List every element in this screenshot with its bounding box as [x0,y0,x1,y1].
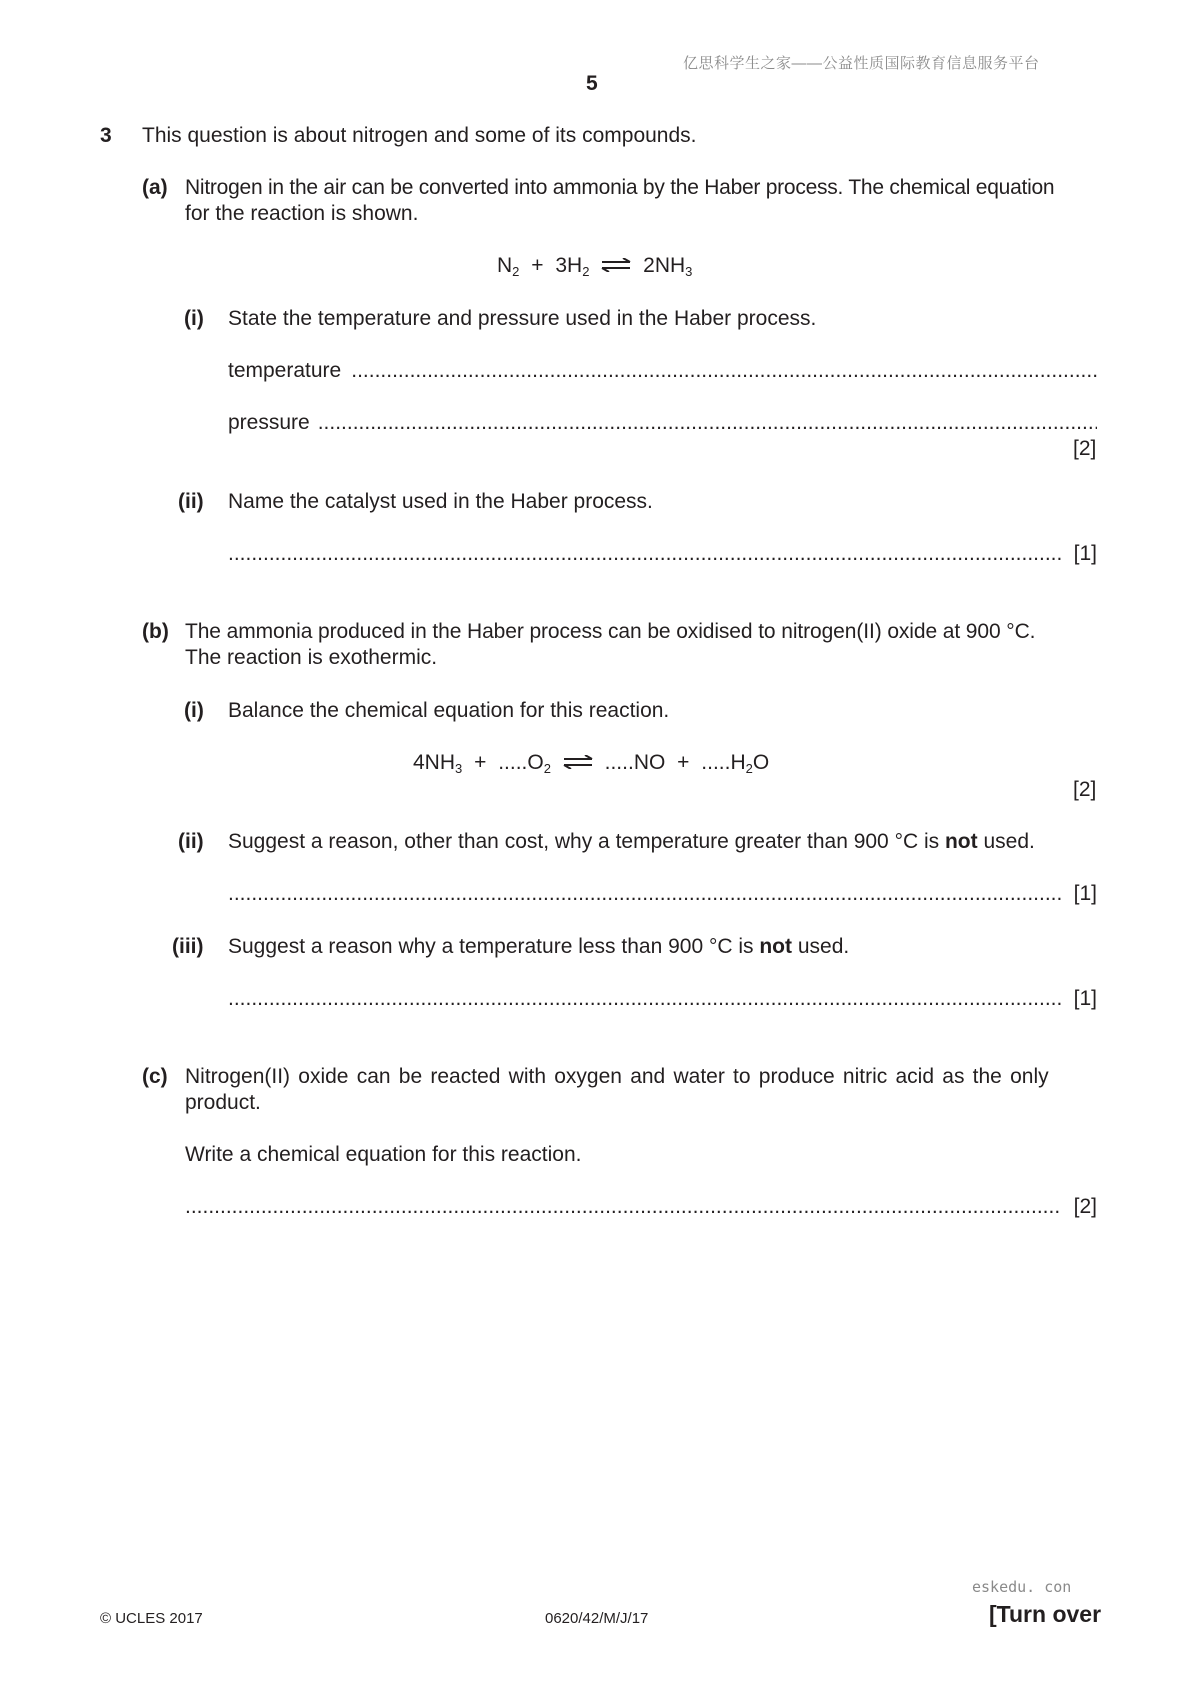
part-b-ii-text-bold: not [944,830,978,853]
part-b-iii-text-bold: not [759,935,793,958]
eq-b-plus2: + [677,751,690,774]
catalyst-answer-line[interactable] [228,543,1062,564]
b-iii-answer-row [228,988,1097,1009]
temperature-label: temperature [228,359,342,382]
watermark-top: 亿思科学生之家——公益性质国际教育信息服务平台 [683,55,1040,72]
part-a-i-label: (i) [184,307,204,330]
eq-a-term3: 2NH [643,254,686,277]
eq-a-sub3: 3 [685,264,693,279]
b-ii-answer-line[interactable] [228,883,1062,904]
part-b-ii-text [228,831,1035,852]
part-b-iii-text [228,936,849,957]
part-b-iii-label: (iii) [172,935,204,958]
part-a-text-line1: Nitrogen in the air can be converted into ammonia by the Haber process. The chemical equation [185,176,1055,199]
part-a-ii-text: Name the catalyst used in the Haber process. [228,490,653,513]
eq-b-sub2: 2 [543,761,551,776]
turn-over: [Turn over [989,1601,1102,1627]
part-a-i-text: State the temperature and pressure used in the Haber process. [228,307,817,330]
temperature-answer-row [228,360,1097,381]
watermark-bottom: eskedu. con [972,1578,1072,1596]
part-b-iii-text-pre: Suggest a reason why a temperature less than 900 °C is [228,935,760,958]
eq-a-term2: 3H [555,254,583,277]
eq-b-plus1: + [474,751,487,774]
part-b-label: (b) [142,620,169,643]
b-ii-answer-row [228,883,1097,904]
part-b-ii-label: (ii) [178,830,204,853]
part-c-mark: [2] [1073,1195,1097,1218]
eq-a-sub2: 2 [582,264,590,279]
question-intro: This question is about nitrogen and some of its compounds. [142,124,697,147]
part-b-ii-text-post: used. [977,830,1035,853]
part-a-label: (a) [142,176,168,199]
part-b-i-mark: [2] [1073,778,1097,801]
part-a-i-mark: [2] [1073,437,1097,460]
part-b-iii-text-post: used. [792,935,850,958]
eq-b-term1: 4NH [413,751,456,774]
haber-equation [497,254,693,279]
c-answer-line[interactable] [185,1196,1062,1217]
eq-b-term3[interactable]: .....NO [604,751,666,774]
pressure-answer-line[interactable] [318,412,1097,433]
part-c-text-line1: Nitrogen(II) oxide can be reacted with oxygen and water to produce nitric acid as the only [185,1065,1049,1088]
copyright: © UCLES 2017 [100,1610,203,1627]
part-b-ii-text-pre: Suggest a reason, other than cost, why a temperature greater than 900 °C is [228,830,945,853]
b-iii-answer-line[interactable] [228,988,1062,1009]
equilibrium-arrow-icon [563,755,593,769]
c-answer-row [185,1196,1097,1217]
temperature-answer-line[interactable] [351,360,1097,381]
part-b-i-text: Balance the chemical equation for this reaction. [228,699,670,722]
part-b-ii-mark: [1] [1073,882,1097,905]
question-number: 3 [100,124,112,147]
pressure-label: pressure [228,411,310,434]
part-a-text-line2: for the reaction is shown. [185,202,419,225]
part-b-iii-mark: [1] [1073,987,1097,1010]
part-c-instruction: Write a chemical equation for this reaction. [185,1143,582,1166]
eq-b-term4[interactable]: .....H [701,751,746,774]
eq-b-sub4: 2 [745,761,753,776]
part-c-label: (c) [142,1065,168,1088]
part-a-ii-label: (ii) [178,490,204,513]
part-a-ii-mark: [1] [1073,542,1097,565]
page-number: 5 [586,72,598,95]
eq-b-term2[interactable]: .....O [498,751,544,774]
paper-code: 0620/42/M/J/17 [545,1610,649,1627]
part-b-i-label: (i) [184,699,204,722]
eq-b-term5: O [752,751,770,774]
eq-a-term1: N [497,254,513,277]
equilibrium-arrow-icon [601,258,631,272]
eq-a-sub1: 2 [512,264,520,279]
oxidation-equation [413,751,770,776]
part-b-text-line2: The reaction is exothermic. [185,646,438,669]
pressure-answer-row [228,412,1097,433]
eq-a-plus: + [531,254,544,277]
part-c-text-line2: product. [185,1091,261,1114]
eq-b-sub1: 3 [455,761,463,776]
part-b-text-line1: The ammonia produced in the Haber process can be oxidised to nitrogen(II) oxide at 900 °C. [185,620,1036,643]
catalyst-answer-row [228,543,1097,564]
